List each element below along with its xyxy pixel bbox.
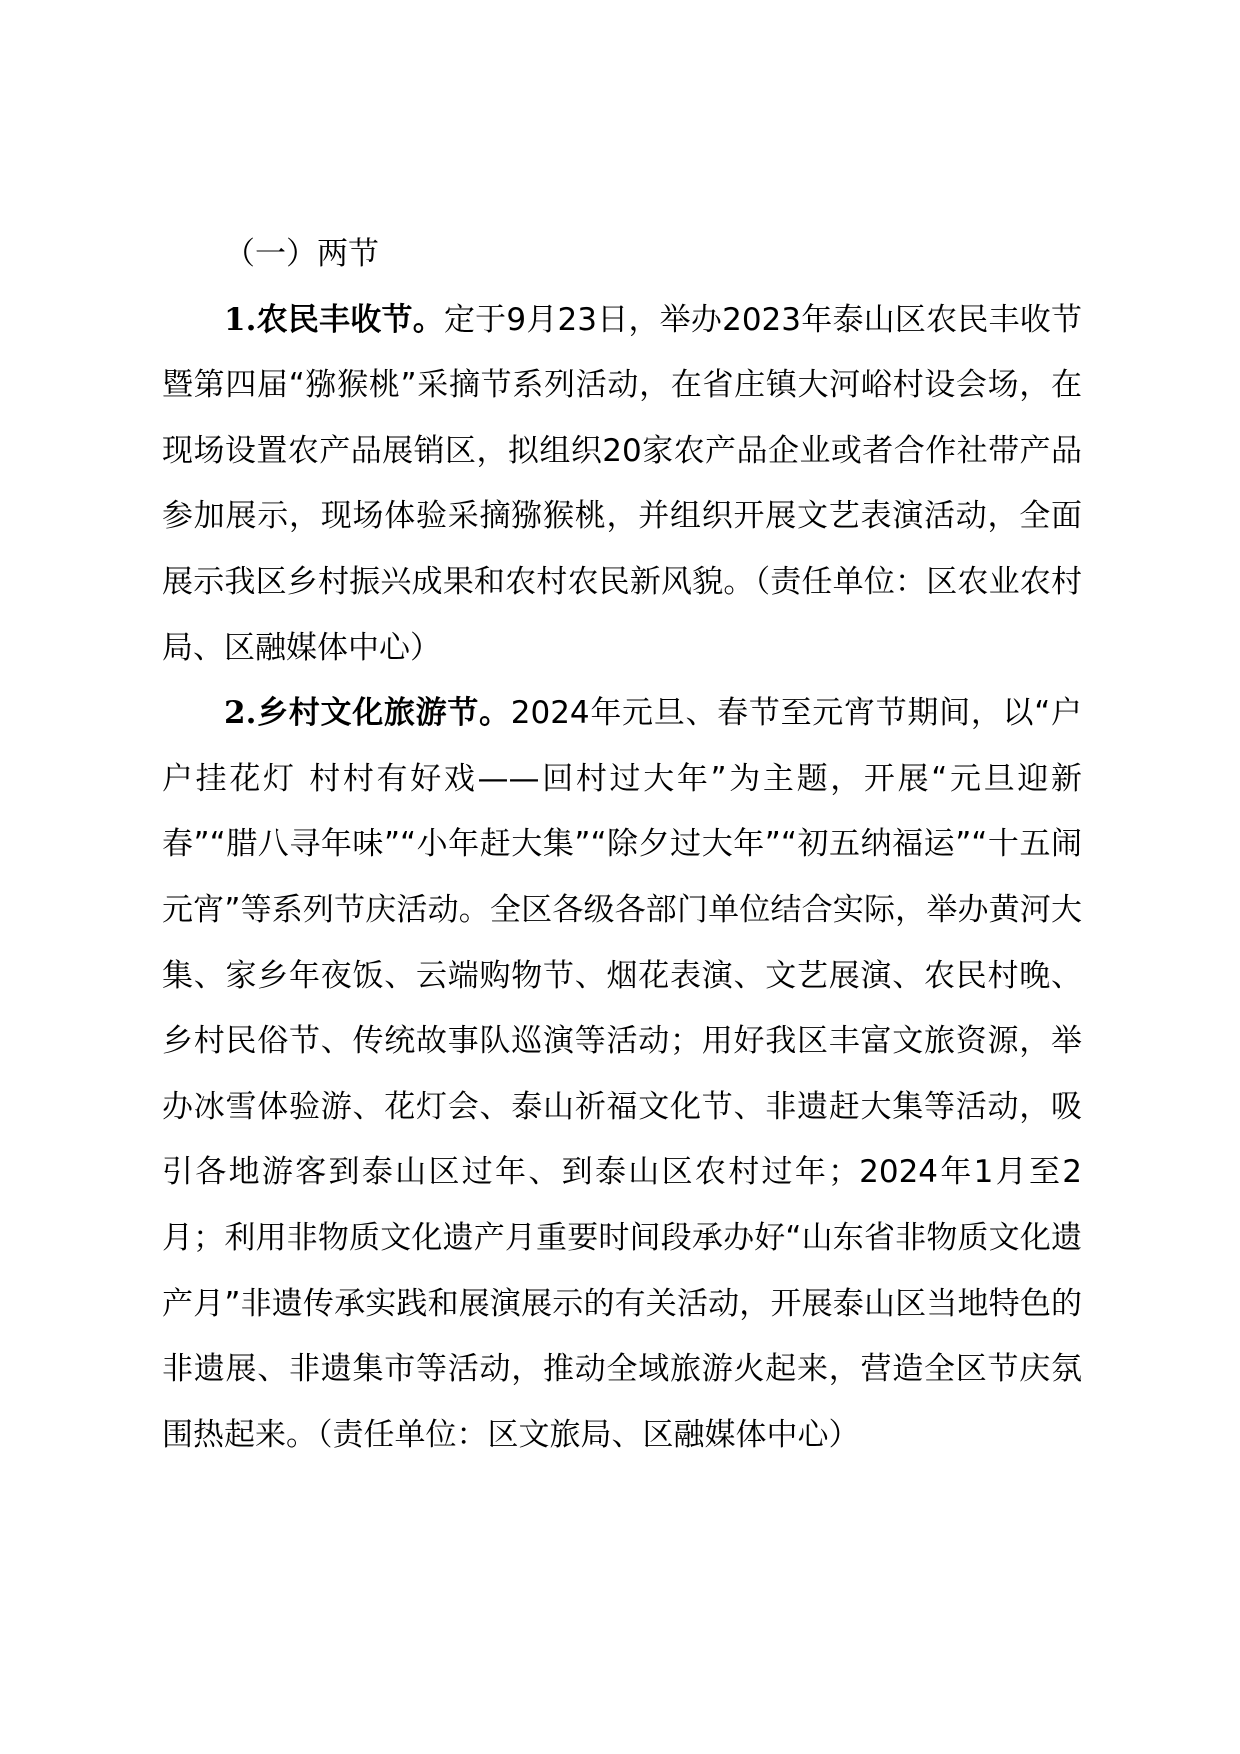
section-heading: （一）两节 [224, 236, 379, 272]
item-farmers-harvest-festival [162, 288, 1082, 682]
item-body: 2024年元旦、春节至元宵节期间，以“户户挂花灯 村村有好戏——回村过大年”为主题，开展“元旦迎新春”“腊八寻年味”“小年赶大集”“除夕过大年”“初五纳福运”“十五闹元宵”等系列节庆活动。全区各级各部门单位结合实际，举办黄河大集、家乡年夜饭、云端购物节、烟花表演、文艺展演、农民村晚、乡村民俗节、传统故事队巡演等活动；用好我区丰富文旅资源，举办冰雪体验游、花灯会、泰山祈福文化节、非遗赶大集等活动，吸引各地游客到泰山区过年、到泰山区农村过年；2024年1月至2月；利用非物质文化遗产月重要时间段承办好“山东省非物质文化遗产月”非遗传承实践和展演展示的有关活动，开展泰山区当地特色的非遗展、非遗集市等活动，推动全域旅游火起来，营造全区节庆氛围热起来。（责任单位：区文旅局、区融媒体中心） [162, 695, 1083, 1453]
document-body [162, 222, 1082, 1468]
item-lead [224, 695, 511, 731]
item-lead [224, 302, 444, 338]
item-body: 定于9月23日，举办2023年泰山区农民丰收节暨第四届“猕猴桃”采摘节系列活动，在省庄镇大河峪村设会场，在现场设置农产品展销区，拟组织20家农产品企业或者合作社带产品参加展示，现场体验采摘猕猴桃，并组织开展文艺表演活动，全面展示我区乡村振兴成果和农村农民新风貌。（责任单位：区农业农村局、区融媒体中心） [162, 301, 1083, 666]
item-title: 乡村文化旅游节。 [256, 695, 511, 732]
item-number: 2. [224, 695, 257, 732]
item-number: 1. [224, 301, 257, 338]
item-rural-culture-tourism-festival [162, 681, 1082, 1468]
item-title: 农民丰收节。 [256, 301, 444, 338]
